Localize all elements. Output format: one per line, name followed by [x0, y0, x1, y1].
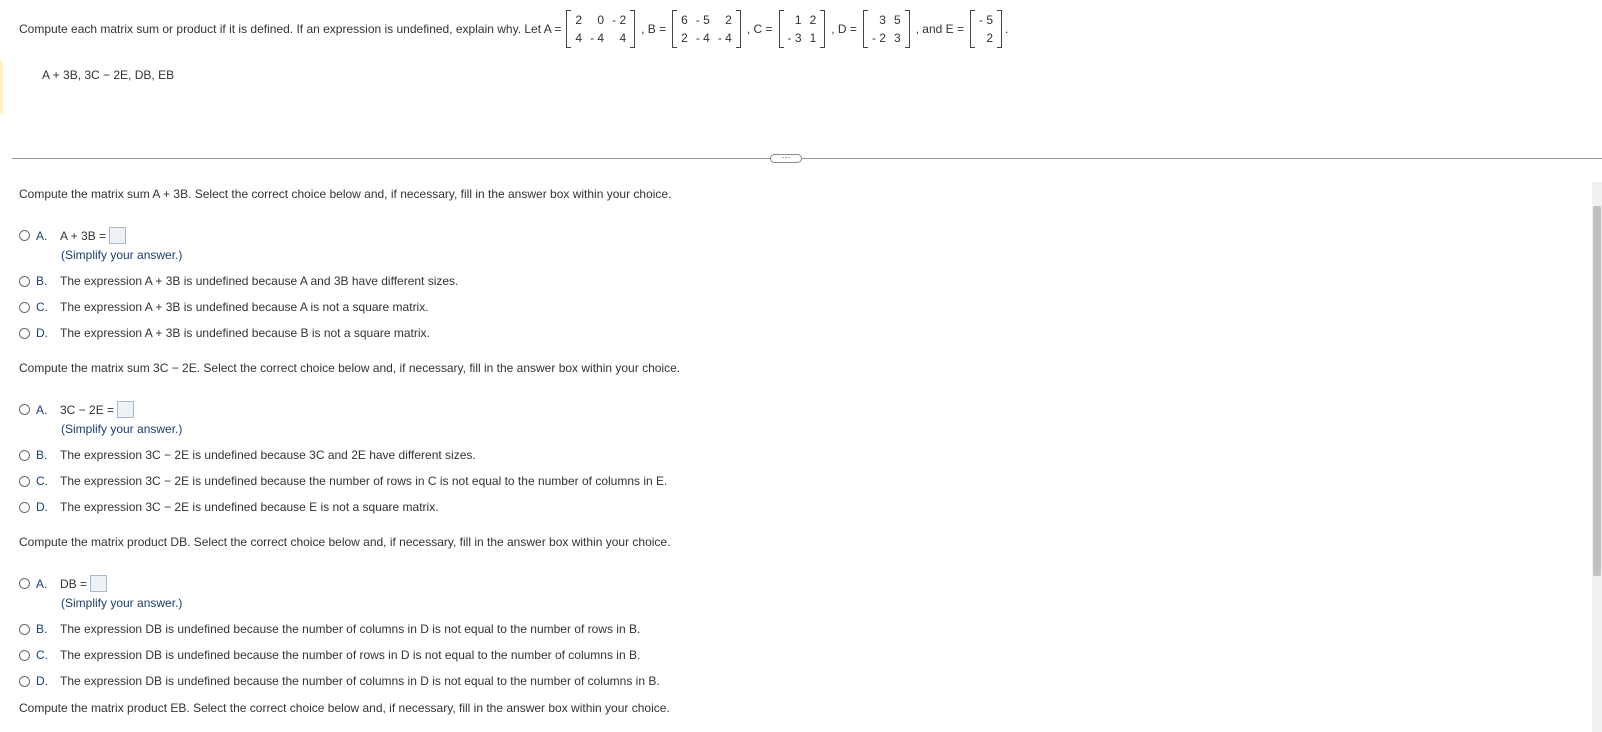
matrix-a-cell: 4 — [619, 31, 627, 45]
radio-button[interactable] — [19, 328, 30, 339]
left-accent-bar — [0, 60, 3, 114]
radio-button[interactable] — [19, 502, 30, 513]
label-d: , D = — [831, 22, 857, 36]
choice-letter: A. — [36, 576, 48, 591]
matrix-a-cell: - 4 — [590, 31, 605, 45]
choice-letter: C. — [36, 300, 48, 314]
radio-button[interactable] — [19, 450, 30, 461]
choice-text: The expression 3C − 2E is undefined because the number of rows in C is not equal to the number of columns in E. — [60, 474, 668, 488]
matrix-a-cell: 2 — [575, 13, 583, 27]
answer-box[interactable] — [109, 227, 126, 244]
matrix-c-cell: 1 — [794, 13, 802, 27]
simplify-hint: (Simplify your answer.) — [61, 596, 183, 610]
label-b: , B = — [641, 22, 667, 36]
radio-button[interactable] — [19, 650, 30, 661]
matrix-b-cell: 2 — [681, 31, 688, 45]
matrix-c-cell: 1 — [809, 31, 817, 45]
matrix-b-cell: - 4 — [717, 31, 732, 45]
choice-letter: D. — [36, 500, 48, 514]
choice-text: The expression A + 3B is undefined because B is not a square matrix. — [60, 326, 430, 340]
scrollbar-thumb[interactable] — [1593, 206, 1601, 576]
choice-text: The expression 3C − 2E is undefined because E is not a square matrix. — [60, 500, 439, 514]
matrix-e-cell: 2 — [986, 31, 994, 45]
choice-text: 3C − 2E = — [60, 402, 115, 417]
matrix-c — [779, 10, 826, 48]
matrix-b-cell: 6 — [681, 13, 688, 27]
problem-statement — [19, 6, 1008, 52]
matrix-b-cell: - 5 — [695, 13, 710, 27]
choice-text: The expression DB is undefined because the number of columns in D is not equal to the number of columns in B. — [60, 674, 660, 688]
question-prompt: Compute the matrix product DB. Select the correct choice below and, if necessary, fill in the answer box within your choice. — [19, 535, 671, 549]
question-prompt: Compute the matrix product EB. Select the correct choice below and, if necessary, fill in the answer box within your choice. — [19, 701, 670, 715]
choice-text: The expression A + 3B is undefined because A and 3B have different sizes. — [60, 274, 459, 288]
choice-a[interactable] — [19, 575, 107, 592]
choice-letter: B. — [36, 448, 48, 462]
matrix-a-cell: 0 — [597, 13, 605, 27]
question-prompt: Compute the matrix sum 3C − 2E. Select the correct choice below and, if necessary, fill in the answer box within your choice. — [19, 361, 681, 375]
choice-letter: A. — [36, 228, 48, 243]
choice-text: DB = — [60, 576, 88, 591]
radio-button[interactable] — [19, 276, 30, 287]
choice-letter: B. — [36, 274, 48, 288]
matrix-c-cell: 2 — [809, 13, 817, 27]
choice-c[interactable] — [19, 300, 429, 314]
choice-letter: B. — [36, 622, 48, 636]
matrix-b — [672, 10, 741, 48]
choice-text: The expression DB is undefined because the number of columns in D is not equal to the number of rows in B. — [60, 622, 641, 636]
choice-text: The expression 3C − 2E is undefined because 3C and 2E have different sizes. — [60, 448, 476, 462]
matrix-e — [970, 10, 1002, 48]
choice-d[interactable] — [19, 326, 430, 340]
question-eb-prompt-cutoff — [19, 701, 670, 715]
simplify-hint: (Simplify your answer.) — [61, 248, 183, 262]
matrix-c-cell: - 3 — [787, 31, 802, 45]
expression-list: A + 3B, 3C − 2E, DB, EB — [42, 68, 175, 82]
choice-b[interactable] — [19, 448, 476, 462]
choice-d[interactable] — [19, 674, 660, 688]
matrix-a — [566, 10, 635, 48]
label-c: , C = — [746, 22, 773, 36]
radio-button[interactable] — [19, 578, 30, 589]
radio-button[interactable] — [19, 404, 30, 415]
problem-intro: Compute each matrix sum or product if it is defined. If an expression is undefined, explain why. Let A = — [19, 22, 562, 36]
answer-box[interactable] — [90, 575, 107, 592]
scrollbar[interactable] — [1592, 182, 1602, 732]
radio-button[interactable] — [19, 302, 30, 313]
section-divider — [12, 158, 1602, 159]
matrix-a-cell: 4 — [575, 31, 583, 45]
choice-letter: D. — [36, 674, 48, 688]
choice-a[interactable] — [19, 227, 126, 244]
radio-button[interactable] — [19, 230, 30, 241]
question-prompt: Compute the matrix sum A + 3B. Select the correct choice below and, if necessary, fill in the answer box within your choice. — [19, 187, 672, 201]
simplify-hint: (Simplify your answer.) — [61, 422, 183, 436]
choice-b[interactable] — [19, 274, 458, 288]
statement-period: . — [1005, 22, 1009, 36]
matrix-b-cell: - 4 — [695, 31, 710, 45]
choice-a[interactable] — [19, 401, 134, 418]
matrix-a-cell: - 2 — [612, 13, 627, 27]
label-e: , and E = — [915, 22, 965, 36]
choice-text: The expression A + 3B is undefined because A is not a square matrix. — [60, 300, 429, 314]
matrix-e-cell: - 5 — [979, 13, 994, 27]
radio-button[interactable] — [19, 676, 30, 687]
choice-d[interactable] — [19, 500, 439, 514]
choice-text: A + 3B = — [60, 228, 107, 243]
choice-text: The expression DB is undefined because the number of rows in D is not equal to the number of columns in B. — [60, 648, 641, 662]
choice-letter: C. — [36, 648, 48, 662]
more-button[interactable]: ··· — [770, 154, 802, 163]
choice-b[interactable] — [19, 622, 640, 636]
choice-letter: D. — [36, 326, 48, 340]
answer-box[interactable] — [117, 401, 134, 418]
matrix-b-cell: 2 — [725, 13, 732, 27]
radio-button[interactable] — [19, 624, 30, 635]
choice-c[interactable] — [19, 648, 640, 662]
choice-c[interactable] — [19, 474, 667, 488]
matrix-d-cell: - 2 — [871, 31, 886, 45]
matrix-d-cell: 3 — [893, 31, 901, 45]
matrix-d-cell: 3 — [879, 13, 886, 27]
matrix-d — [863, 10, 910, 48]
choice-letter: A. — [36, 402, 48, 417]
matrix-d-cell: 5 — [893, 13, 901, 27]
choice-letter: C. — [36, 474, 48, 488]
radio-button[interactable] — [19, 476, 30, 487]
